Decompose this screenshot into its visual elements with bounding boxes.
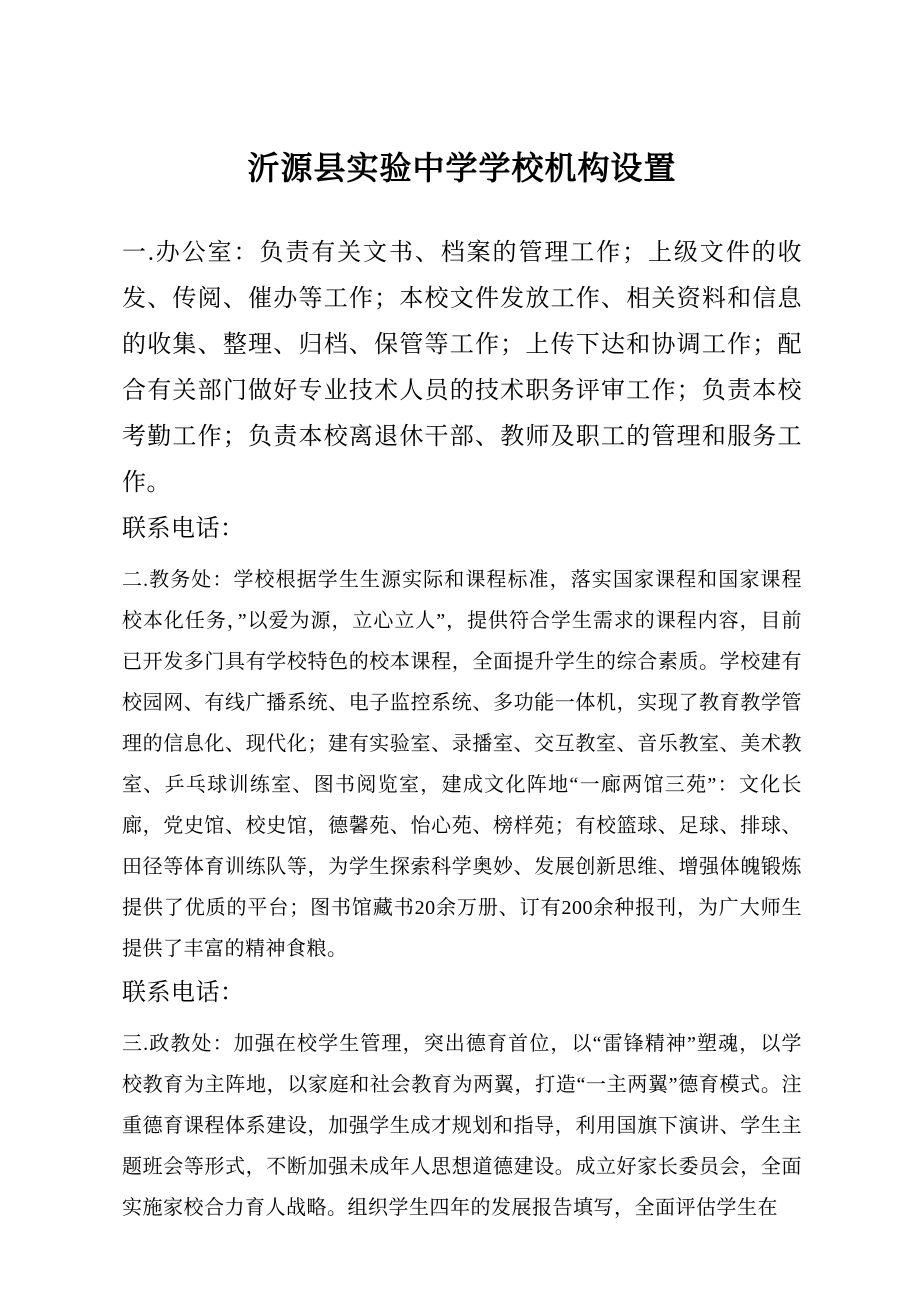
contact-phone-label-1: 联系电话：	[122, 515, 245, 542]
document-title: 沂源县实验中学学校机构设置	[247, 150, 677, 186]
contact-phone-label-2: 联系电话：	[122, 979, 245, 1006]
section-academic-affairs-paragraph: 二.教务处：学校根据学生生源实际和课程标准，落实国家课程和国家课程校本化任务，”以爱为源，立心立人”，提供符合学生需求的课程内容，目前已开发多门具有学校特色的校本课程，全面提升学生的综合素质。学校建有校园网、有线广播系统、电子监控系统、多功能一体机，实现了教育教学管理的信息化、现代化；建有实验室、录播室、交互教室、音乐教室、美术教室、乒乓球训练室、图书阅览室，建成文化阵地“一廊两馆三苑”：文化长廊，党史馆、校史馆，德馨苑、怡心苑、榜样苑；有校篮球、足球、排球、田径等体育训练队等，为学生探索科学奥妙、发展创新思维、增强体魄锻炼提供了优质的平台；图书馆藏书20余万册、订有200余种报刊，为广大师生提供了丰富的精神食粮。	[122, 568, 802, 960]
section-political-education-paragraph: 三.政教处：加强在校学生管理，突出德育首位，以“雷锋精神”塑魂，以学校教育为主阵地，以家庭和社会教育为两翼，打造“一主两翼”德育模式。注重德育课程体系建设，加强学生成才规划和指导，利用国旗下演讲、学生主题班会等形式，不断加强未成年人思想道德建设。成立好家长委员会，全面实施家校合力育人战略。组织学生四年的发展报告填写，全面评估学生在	[122, 1032, 802, 1219]
section-office-paragraph: 一.办公室：负责有关文书、档案的管理工作；上级文件的收发、传阅、催办等工作；本校文件发放工作、相关资料和信息的收集、整理、归档、保管等工作；上传下达和协调工作；配合有关部门做好专业技术人员的技术职务评审工作；负责本校考勤工作；负责本校离退休干部、教师及职工的管理和服务工作。	[122, 239, 802, 496]
